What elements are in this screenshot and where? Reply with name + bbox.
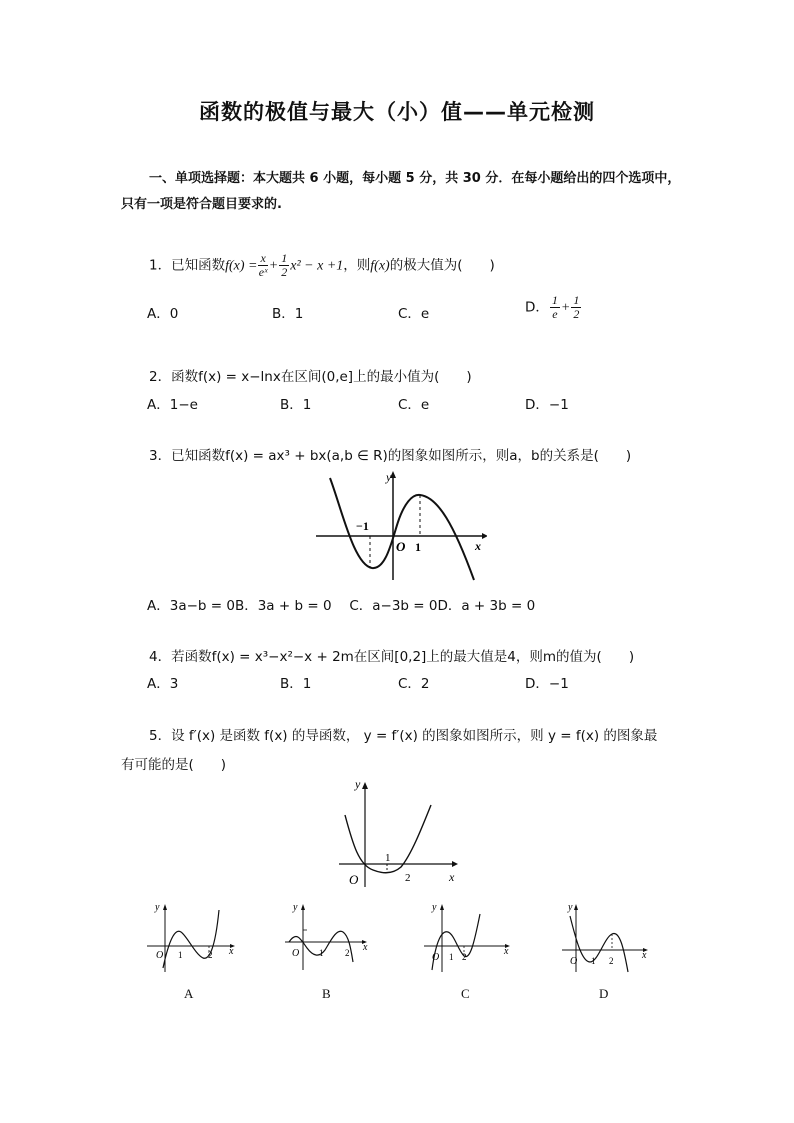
q3-label-origin: O (396, 539, 406, 554)
q5-derivative-graph (335, 775, 465, 890)
q1-plus: + (268, 258, 279, 274)
q5-label-1: 1 (385, 852, 391, 864)
q5-label-x: x (449, 870, 455, 884)
q3-options: A．3a−b = 0B．3a + b = 0 C．a−3b = 0D．a + 3b = 0 (147, 598, 536, 614)
svg-text:y: y (293, 902, 298, 913)
q2-option-b: B．1 (280, 397, 312, 413)
q1-prefix: 1．已知函数 (149, 257, 226, 274)
q1-mid: ，则 (343, 257, 371, 274)
q1-fx: f(x) = (225, 258, 258, 274)
q3-x-arrow (482, 533, 487, 539)
svg-text:x: x (363, 942, 368, 953)
q3-label-y: y (386, 470, 392, 484)
q5-option-c-graph (422, 900, 517, 975)
svg-text:y: y (155, 902, 160, 913)
svg-text:x: x (642, 950, 647, 961)
q4-option-b: B．1 (280, 676, 312, 692)
q1-suffix: 的极大值为( ) (389, 257, 495, 274)
q3-curve (330, 478, 474, 580)
q1-fraction-half: $\frac{1}{2}$ (281, 251, 288, 279)
q1-optd-frac2: $\frac{1}{2}$ (573, 293, 580, 321)
svg-text:1: 1 (591, 956, 596, 966)
question-5-stem-line2: 有可能的是( ) (121, 757, 227, 773)
q1-option-d-label: D． (525, 299, 549, 316)
q5-option-a-graph (145, 900, 240, 975)
svg-text:x: x (504, 946, 509, 957)
q1-option-c: C．e (398, 306, 430, 322)
svg-text:1: 1 (319, 948, 324, 958)
page-title: 函数的极值与最大（小）值——单元检测 (199, 100, 595, 124)
q3-label-neg1: −1 (356, 519, 369, 533)
svg-text:y: y (432, 902, 437, 913)
q5-caption-b: B (322, 986, 331, 1001)
svg-text:y: y (568, 902, 573, 913)
question-4-stem: 4．若函数f(x) = x³−x²−x + 2m在区间[0,2]上的最大值是4，则m的值为( ) (149, 649, 635, 665)
svg-text:O: O (570, 956, 578, 967)
q5-caption-a: A (184, 986, 194, 1001)
q1-optd-frac1: $\frac{1}{e}$ (551, 293, 558, 321)
q1-fraction-x-over-ex: $\frac{x}{\text{eˣ}}$ (258, 251, 268, 279)
q5-label-origin: O (349, 872, 359, 887)
q1-option-a: A．0 (147, 306, 179, 322)
svg-text:O: O (292, 948, 300, 959)
svg-text:2: 2 (609, 956, 614, 966)
section-instructions: 一、单项选择题：本大题共 6 小题，每小题 5 分，共 30 分．在每小题给出的四个选项中，只有一项是符合题目要求的. (121, 171, 681, 212)
q4-option-d: D．−1 (525, 676, 569, 692)
svg-text:1: 1 (449, 952, 454, 962)
question-1-stem (149, 252, 495, 279)
svg-text:O: O (156, 950, 164, 961)
svg-text:2: 2 (345, 948, 350, 958)
q3-label-1: 1 (415, 540, 421, 554)
q2-option-c: C．e (398, 397, 430, 413)
q5-option-b-graph (283, 900, 378, 975)
q4-option-c: C．2 (398, 676, 430, 692)
svg-text:O: O (432, 952, 440, 963)
question-5-stem-line1: 5．设 f′(x) 是函数 f(x) 的导函数， y = f′(x) 的图象如图所示，则 y = f(x) 的图象最 (149, 728, 658, 744)
question-3-stem: 3．已知函数f(x) = ax³ + bx(a,b ∈ R)的图象如图所示，则a，b的关系是( ) (149, 448, 632, 464)
q1-fx2: f(x) (370, 258, 390, 274)
q2-option-d: D．−1 (525, 397, 569, 413)
q5-label-2: 2 (405, 872, 411, 884)
q1-tail: x² − x +1 (290, 258, 344, 274)
q1-optd-plus: + (560, 300, 571, 316)
q1-option-b: B．1 (272, 306, 304, 322)
q2-option-a: A．1−e (147, 397, 198, 413)
q5-option-d-graph (560, 900, 655, 975)
q5-caption-d: D (599, 986, 609, 1001)
svg-text:2: 2 (208, 950, 213, 960)
q3-cubic-graph (312, 470, 487, 585)
svg-text:2: 2 (462, 952, 467, 962)
svg-text:x: x (229, 946, 234, 957)
q5-caption-c: C (461, 986, 470, 1001)
question-2-stem: 2．函数f(x) = x−lnx在区间(0,e]上的最小值为( ) (149, 369, 472, 385)
svg-text:1: 1 (178, 950, 183, 960)
q3-label-x: x (475, 539, 481, 553)
q5-label-y: y (355, 777, 361, 791)
q4-option-a: A．3 (147, 676, 179, 692)
q1-option-d (525, 294, 582, 321)
